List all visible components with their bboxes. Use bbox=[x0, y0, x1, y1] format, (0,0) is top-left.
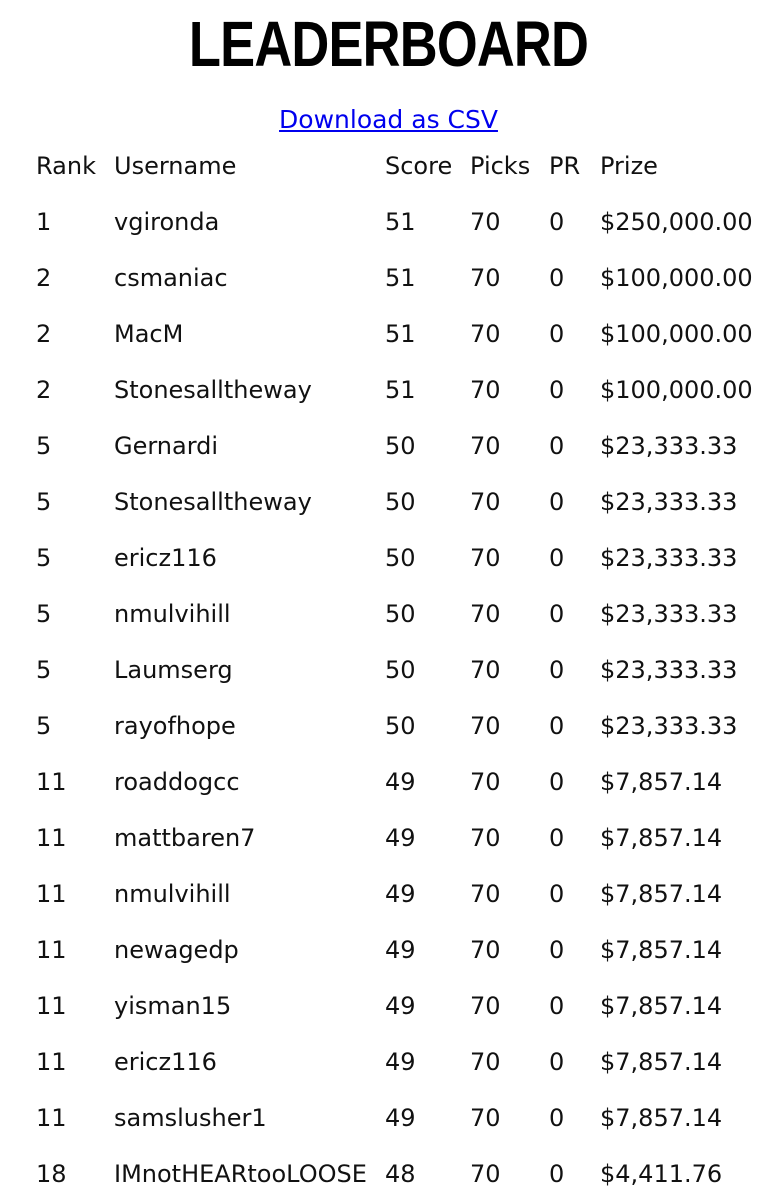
cell-score: 49 bbox=[385, 1104, 416, 1132]
leaderboard-table bbox=[30, 138, 754, 1202]
cell-score: 48 bbox=[385, 1160, 416, 1188]
cell-score: 51 bbox=[385, 264, 416, 292]
cell-pr: 0 bbox=[549, 824, 565, 852]
cell-pr: 0 bbox=[549, 376, 565, 404]
cell-prize: $23,333.33 bbox=[600, 432, 738, 460]
cell-picks: 70 bbox=[470, 712, 501, 740]
table-body bbox=[30, 194, 754, 1202]
cell-username: roaddogcc bbox=[114, 768, 240, 796]
cell-score: 50 bbox=[385, 600, 416, 628]
cell-username: Gernardi bbox=[114, 432, 219, 460]
column-header-picks: Picks bbox=[470, 152, 531, 180]
cell-prize: $250,000.00 bbox=[600, 208, 753, 236]
table-row bbox=[30, 1090, 754, 1146]
column-header-prize: Prize bbox=[600, 152, 658, 180]
table-row bbox=[30, 250, 754, 306]
cell-picks: 70 bbox=[470, 768, 501, 796]
cell-prize: $4,411.76 bbox=[600, 1160, 723, 1188]
table-row bbox=[30, 1034, 754, 1090]
table-row bbox=[30, 586, 754, 642]
cell-prize: $23,333.33 bbox=[600, 656, 738, 684]
cell-score: 50 bbox=[385, 712, 416, 740]
cell-score: 49 bbox=[385, 880, 416, 908]
cell-pr: 0 bbox=[549, 264, 565, 292]
cell-score: 51 bbox=[385, 208, 416, 236]
cell-score: 49 bbox=[385, 1048, 416, 1076]
cell-rank: 2 bbox=[36, 264, 52, 292]
table-row bbox=[30, 1146, 754, 1202]
cell-prize: $23,333.33 bbox=[600, 600, 738, 628]
cell-score: 49 bbox=[385, 824, 416, 852]
cell-username: ericz116 bbox=[114, 1048, 217, 1076]
cell-rank: 11 bbox=[36, 824, 67, 852]
table-row bbox=[30, 306, 754, 362]
cell-picks: 70 bbox=[470, 432, 501, 460]
table-row bbox=[30, 754, 754, 810]
cell-pr: 0 bbox=[549, 936, 565, 964]
cell-prize: $100,000.00 bbox=[600, 376, 753, 404]
cell-prize: $7,857.14 bbox=[600, 768, 723, 796]
cell-picks: 70 bbox=[470, 376, 501, 404]
cell-username: ericz116 bbox=[114, 544, 217, 572]
table-row bbox=[30, 418, 754, 474]
cell-picks: 70 bbox=[470, 880, 501, 908]
cell-rank: 2 bbox=[36, 320, 52, 348]
cell-picks: 70 bbox=[470, 936, 501, 964]
cell-username: csmaniac bbox=[114, 264, 228, 292]
cell-pr: 0 bbox=[549, 1104, 565, 1132]
cell-picks: 70 bbox=[470, 1104, 501, 1132]
cell-pr: 0 bbox=[549, 656, 565, 684]
column-header-rank: Rank bbox=[36, 152, 96, 180]
cell-picks: 70 bbox=[470, 320, 501, 348]
cell-username: mattbaren7 bbox=[114, 824, 256, 852]
cell-score: 51 bbox=[385, 376, 416, 404]
cell-picks: 70 bbox=[470, 992, 501, 1020]
cell-prize: $23,333.33 bbox=[600, 488, 738, 516]
table-row bbox=[30, 810, 754, 866]
column-header-username: Username bbox=[114, 152, 237, 180]
cell-rank: 2 bbox=[36, 376, 52, 404]
cell-picks: 70 bbox=[470, 824, 501, 852]
page-title: LEADERBOARD bbox=[188, 8, 589, 80]
cell-rank: 1 bbox=[36, 208, 52, 236]
cell-pr: 0 bbox=[549, 488, 565, 516]
cell-prize: $7,857.14 bbox=[600, 1048, 723, 1076]
cell-pr: 0 bbox=[549, 712, 565, 740]
table-header-row bbox=[30, 138, 754, 194]
cell-prize: $7,857.14 bbox=[600, 992, 723, 1020]
cell-score: 49 bbox=[385, 936, 416, 964]
cell-username: Stonesalltheway bbox=[114, 376, 312, 404]
table-row bbox=[30, 698, 754, 754]
table-row bbox=[30, 642, 754, 698]
cell-prize: $23,333.33 bbox=[600, 544, 738, 572]
cell-rank: 5 bbox=[36, 600, 52, 628]
cell-rank: 11 bbox=[36, 1104, 67, 1132]
cell-score: 51 bbox=[385, 320, 416, 348]
cell-picks: 70 bbox=[470, 544, 501, 572]
download-csv-link[interactable]: Download as CSV bbox=[279, 105, 498, 134]
cell-score: 50 bbox=[385, 488, 416, 516]
cell-rank: 18 bbox=[36, 1160, 67, 1188]
column-header-score: Score bbox=[385, 152, 453, 180]
cell-picks: 70 bbox=[470, 1160, 501, 1188]
cell-pr: 0 bbox=[549, 600, 565, 628]
cell-username: Stonesalltheway bbox=[114, 488, 312, 516]
cell-picks: 70 bbox=[470, 208, 501, 236]
table-row bbox=[30, 362, 754, 418]
table-row bbox=[30, 866, 754, 922]
cell-rank: 5 bbox=[36, 544, 52, 572]
table-row bbox=[30, 194, 754, 250]
cell-score: 50 bbox=[385, 656, 416, 684]
cell-username: rayofhope bbox=[114, 712, 236, 740]
cell-rank: 11 bbox=[36, 992, 67, 1020]
cell-prize: $7,857.14 bbox=[600, 936, 723, 964]
table-row bbox=[30, 978, 754, 1034]
table-row bbox=[30, 530, 754, 586]
cell-score: 49 bbox=[385, 992, 416, 1020]
cell-pr: 0 bbox=[549, 1048, 565, 1076]
table-row bbox=[30, 922, 754, 978]
cell-rank: 5 bbox=[36, 432, 52, 460]
cell-username: yisman15 bbox=[114, 992, 232, 1020]
cell-rank: 11 bbox=[36, 880, 67, 908]
cell-prize: $100,000.00 bbox=[600, 264, 753, 292]
cell-username: vgironda bbox=[114, 208, 220, 236]
cell-picks: 70 bbox=[470, 1048, 501, 1076]
cell-rank: 5 bbox=[36, 488, 52, 516]
cell-picks: 70 bbox=[470, 600, 501, 628]
cell-prize: $100,000.00 bbox=[600, 320, 753, 348]
cell-prize: $7,857.14 bbox=[600, 1104, 723, 1132]
cell-rank: 11 bbox=[36, 936, 67, 964]
cell-score: 50 bbox=[385, 544, 416, 572]
cell-rank: 5 bbox=[36, 712, 52, 740]
cell-pr: 0 bbox=[549, 208, 565, 236]
cell-rank: 11 bbox=[36, 1048, 67, 1076]
cell-score: 50 bbox=[385, 432, 416, 460]
cell-pr: 0 bbox=[549, 432, 565, 460]
cell-pr: 0 bbox=[549, 544, 565, 572]
column-header-pr: PR bbox=[549, 152, 581, 180]
cell-rank: 11 bbox=[36, 768, 67, 796]
cell-username: nmulvihill bbox=[114, 600, 231, 628]
cell-pr: 0 bbox=[549, 880, 565, 908]
cell-prize: $7,857.14 bbox=[600, 824, 723, 852]
cell-username: IMnotHEARtooLOOSE bbox=[114, 1160, 367, 1188]
cell-pr: 0 bbox=[549, 992, 565, 1020]
cell-pr: 0 bbox=[549, 1160, 565, 1188]
cell-username: samslusher1 bbox=[114, 1104, 267, 1132]
table-row bbox=[30, 474, 754, 530]
cell-pr: 0 bbox=[549, 320, 565, 348]
cell-username: Laumserg bbox=[114, 656, 233, 684]
cell-pr: 0 bbox=[549, 768, 565, 796]
cell-picks: 70 bbox=[470, 488, 501, 516]
cell-prize: $7,857.14 bbox=[600, 880, 723, 908]
cell-picks: 70 bbox=[470, 656, 501, 684]
cell-prize: $23,333.33 bbox=[600, 712, 738, 740]
cell-username: MacM bbox=[114, 320, 184, 348]
cell-username: nmulvihill bbox=[114, 880, 231, 908]
cell-score: 49 bbox=[385, 768, 416, 796]
download-csv-container bbox=[0, 102, 777, 138]
cell-picks: 70 bbox=[470, 264, 501, 292]
cell-rank: 5 bbox=[36, 656, 52, 684]
cell-username: newagedp bbox=[114, 936, 239, 964]
